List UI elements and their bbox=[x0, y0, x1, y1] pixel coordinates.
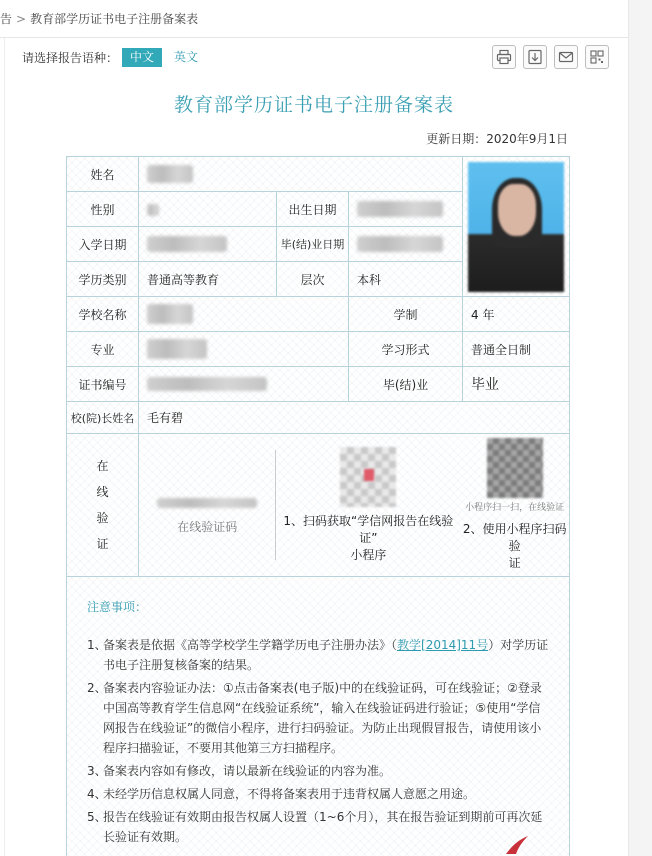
duration-value: 4 年 bbox=[463, 297, 570, 332]
scrollbar[interactable] bbox=[628, 0, 652, 856]
president-value: 毛有碧 bbox=[139, 402, 570, 434]
verify-code-caption: 在线验证码 bbox=[177, 519, 238, 534]
notice-item: 5、 报告在线验证有效期由报告权属人设置（1~6个月），其在报告验证到期前可再次延长验证有效期。 bbox=[87, 810, 543, 844]
lang-option-english[interactable]: 英文 bbox=[174, 49, 199, 64]
status-value: 毕业 bbox=[463, 367, 570, 402]
grad-date-label: 毕(结)业日期 bbox=[277, 227, 349, 262]
qrcode-button[interactable] bbox=[585, 45, 609, 69]
qr2-caption: 小程序扫一扫，在线验证 bbox=[465, 503, 565, 513]
download-icon bbox=[527, 49, 543, 65]
brand-mark-icon bbox=[504, 834, 530, 856]
notice-item: 3、 备案表内容如有修改，请以最新在线验证的内容为准。 bbox=[87, 764, 392, 778]
breadcrumb-current: 教育部学历证书电子注册备案表 bbox=[30, 12, 199, 26]
breadcrumb bbox=[0, 0, 628, 38]
notice-section bbox=[67, 577, 570, 856]
notice-item: 2、 备案表内容验证办法：①点击备案表(电子版)中的在线验证码，可在线验证；②登录中国高等教育学生信息网“在线验证系统”，输入在线验证码进行验证；⑤使用“学信网报告在线验证”的微信小程序，进行扫码验证。为防止出现假冒报告，请使用该小程序扫描验证，不要用其他第三方扫描程序。 bbox=[87, 681, 542, 755]
print-button[interactable] bbox=[492, 45, 516, 69]
scan-qr[interactable] bbox=[487, 438, 543, 498]
miniprogram-qr[interactable] bbox=[340, 447, 396, 507]
major-label: 专业 bbox=[67, 332, 139, 367]
duration-label: 学制 bbox=[349, 297, 463, 332]
name-value bbox=[139, 157, 463, 192]
category-label: 学历类别 bbox=[67, 262, 139, 297]
major-value bbox=[139, 332, 349, 367]
lang-option-chinese[interactable]: 中文 bbox=[122, 48, 162, 67]
category-value: 普通高等教育 bbox=[139, 262, 277, 297]
breadcrumb-parent[interactable]: 告 bbox=[0, 12, 13, 26]
report-title: 教育部学历证书电子注册备案表 bbox=[173, 94, 454, 116]
name-label: 姓名 bbox=[67, 157, 139, 192]
record-table bbox=[66, 156, 570, 856]
verify-code-block[interactable] bbox=[139, 476, 275, 535]
breadcrumb-separator: > bbox=[16, 11, 27, 26]
birth-label: 出生日期 bbox=[277, 192, 349, 227]
school-label: 学校名称 bbox=[67, 297, 139, 332]
form-value: 普通全日制 bbox=[463, 332, 570, 367]
download-button[interactable] bbox=[523, 45, 547, 69]
mail-icon bbox=[558, 49, 574, 65]
form-label: 学习形式 bbox=[349, 332, 463, 367]
toolbar bbox=[492, 45, 609, 69]
update-date: 更新日期：2020年9月1日 bbox=[426, 132, 568, 146]
verify-step1: 1、扫码获取“学信网报告在线验 证” 小程序 bbox=[276, 447, 460, 564]
notice-title: 注意事项： bbox=[87, 600, 148, 614]
photo-cell bbox=[463, 157, 570, 297]
cert-value bbox=[139, 367, 349, 402]
student-photo bbox=[468, 162, 564, 292]
status-label: 毕(结)业 bbox=[349, 367, 463, 402]
language-selector bbox=[22, 47, 206, 67]
grad-date-value bbox=[349, 227, 463, 262]
level-label: 层次 bbox=[277, 262, 349, 297]
regulation-link[interactable]: 教学[2014]11号 bbox=[397, 638, 489, 652]
notice-item: 1、 备案表是依据《高等学校学生学籍学历电子注册办法》（教学[2014]11号）对学历证书电子注册复核备案的结果。 bbox=[87, 638, 549, 672]
verify-content bbox=[139, 434, 570, 577]
qrcode-icon bbox=[589, 49, 605, 65]
president-label: 校(院)长姓名 bbox=[67, 402, 139, 434]
mail-button[interactable] bbox=[554, 45, 578, 69]
cert-label: 证书编号 bbox=[67, 367, 139, 402]
gender-value bbox=[139, 192, 277, 227]
language-prompt: 请选择报告语种： bbox=[22, 50, 119, 65]
enroll-label: 入学日期 bbox=[67, 227, 139, 262]
level-value: 本科 bbox=[349, 262, 463, 297]
verify-step2: 小程序扫一扫，在线验证 2、使用小程序扫码验 证 bbox=[460, 438, 569, 572]
enroll-value bbox=[139, 227, 277, 262]
school-value bbox=[139, 297, 349, 332]
gender-label: 性别 bbox=[67, 192, 139, 227]
notice-item: 4、 未经学历信息权属人同意，不得将备案表用于违背权属人意愿之用途。 bbox=[87, 787, 476, 801]
birth-value bbox=[349, 192, 463, 227]
print-icon bbox=[496, 49, 512, 65]
verify-label: 在 线 验 证 bbox=[67, 434, 139, 577]
